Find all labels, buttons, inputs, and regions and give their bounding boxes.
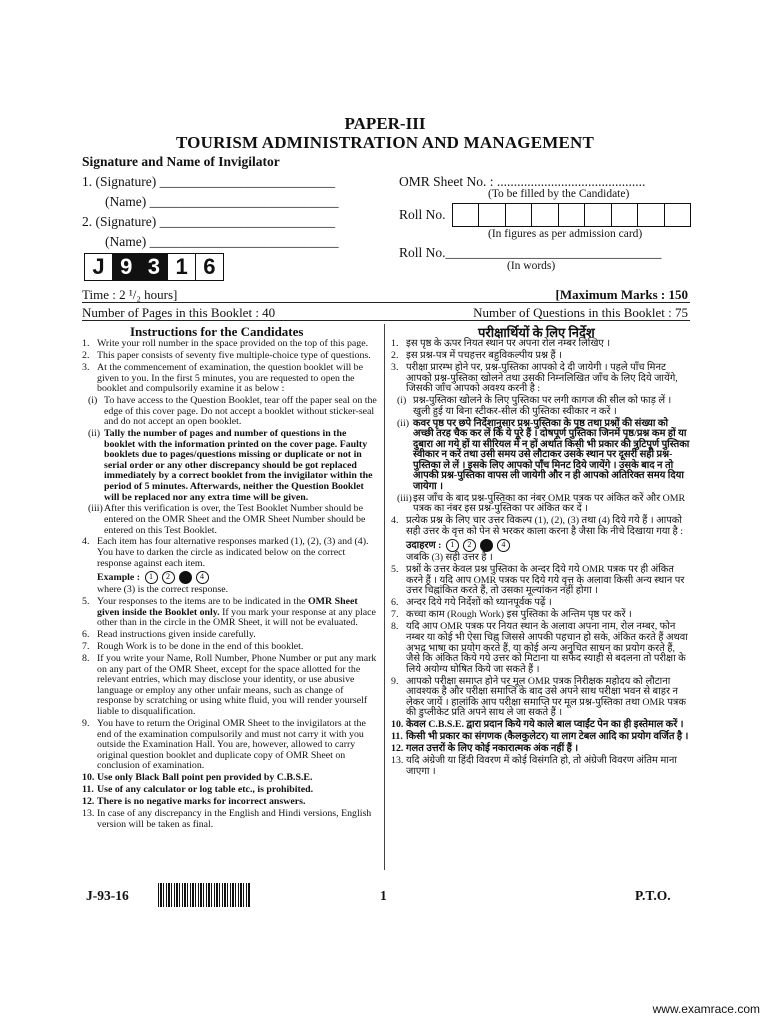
option-circle-1: 1 <box>446 539 459 552</box>
instructions-list-en <box>82 339 379 832</box>
list-item: 6. अन्दर दिये गये निर्देशों को ध्यानपूर्वक पढ़ें । <box>391 597 552 609</box>
option-circle-3-filled: 3 <box>480 539 493 552</box>
invigilator-name-2: (Name) ____________________________ <box>105 234 339 249</box>
time-label: Time : 2 ¹/₂ hours] <box>82 287 178 302</box>
example-note: where (3) is the correct response. <box>97 583 229 595</box>
list-subitem: (i) To have access to the Question Booklet, tear off the paper seal on the edge of this cover page. Do not accept a booklet without sticker-seal and do not accept an open booklet. <box>88 395 377 428</box>
code-char: 1 <box>167 253 196 281</box>
paper-title: PAPER-III <box>344 114 426 133</box>
in-words-note: (In words) <box>507 260 556 272</box>
example-row: Example : 1 2 3 4 <box>82 571 379 584</box>
list-item: 4. प्रत्येक प्रश्न के लिए चार उत्तर विकल्प (1), (2), (3) तथा (4) दिये गये हैं । आपको सही उत्तर के वृत्त को पेन से भरकर काला करना है जैसा कि नीचे दिखाया गया है : <box>391 515 683 537</box>
list-subitem: (iii) इस जाँच के बाद प्रश्न-पुस्तिका का नंबर OMR पत्रक पर अंकित करें और OMR पत्रक का नंबर इस प्रश्न-पुस्तिका पर अंकित कर दें । <box>397 492 686 515</box>
divider <box>82 320 690 321</box>
divider <box>82 302 690 303</box>
list-item: 11. किसी भी प्रकार का संगणक (कैलकुलेटर) या लाग टेबल आदि का प्रयोग वर्जित है । <box>391 731 689 743</box>
list-item: 10. Use only Black Ball point pen provided by C.B.S.E. <box>82 772 313 784</box>
example-row: उदाहरण : 1 2 3 4 <box>391 539 690 552</box>
option-circle-4: 4 <box>497 539 510 552</box>
list-item: 12. गलत उत्तरों के लिए कोई नकारात्मक अंक नहीं हैं । <box>391 743 579 755</box>
code-char: 6 <box>195 253 224 281</box>
code-char: 9 <box>112 253 141 281</box>
subject-title: TOURISM ADMINISTRATION AND MANAGEMENT <box>175 133 595 152</box>
roll-number-words: Roll No.________________________________ <box>399 245 662 260</box>
option-circle-2: 2 <box>463 539 476 552</box>
list-subitem: (ii) कवर पृष्ठ पर छपे निर्देशानुसार प्रश्न-पुस्तिका के पृष्ठ तथा प्रश्नों की संख्या को अच्छी तरह चैक कर लें कि ये पूरे हैं । दोषपूर्ण पुस्तिका जिनमें पृष्ठ/प्रश्न कम हों या दुबारा आ गये हों या सीरियल में न हों अर्थात किसी भी प्रकार की त्रुटिपूर्ण पुस्तिका स्वीकार न करें तथा उसी समय उसे लौटाकर उसके स्थान पर दूसरी सही प्रश्न-पुस्तिका ले लें । इसके लिए आपको पाँच मिनट दिये जायेंगे । उसके बाद न तो आपकी प्रश्न-पुस्तिका वापस ली जायेगी और न ही आपको अतिरिक्त समय दिया जायेगा । <box>397 417 690 493</box>
list-item: 1. इस पृष्ठ के ऊपर नियत स्थान पर अपना रोल नम्बर लिखिए । <box>391 338 611 349</box>
option-circle-4: 4 <box>196 571 209 584</box>
list-item: 4. Each item has four alternative responses marked (1), (2), (3) and (4). You have to darken the circle as indicated below on the correct response against each item. <box>82 536 369 569</box>
option-circle-1: 1 <box>145 571 158 584</box>
roll-number-boxes <box>452 203 691 227</box>
barcode <box>158 883 250 907</box>
list-item: 5. Your responses to the items are to be indicated in the OMR Sheet given inside the Booklet only. If you mark your response at any place other than in the circle in the OMR Sheet, it will not be evaluated. <box>82 595 376 629</box>
paper-code-boxes <box>84 253 223 279</box>
pages-count: Number of Pages in this Booklet : 40 <box>82 305 276 320</box>
invigilator-name-1: (Name) ____________________________ <box>105 194 339 209</box>
list-item: 5. प्रश्नों के उत्तर केवल प्रश्न पुस्तिका के अन्दर दिये गये OMR पत्रक पर ही अंकित करने हैं । यदि आप OMR पत्रक पर दिये गये वृत्त के अलावा किसी अन्य स्थान पर उत्तर चिह्नांकित करते हैं, तो उसका मूल्यांकन नहीं होगा । <box>391 564 685 597</box>
to-be-filled-note: (To be filled by the Candidate) <box>488 188 630 200</box>
column-divider <box>384 324 385 870</box>
list-item: 12. There is no negative marks for incorrect answers. <box>82 796 306 808</box>
list-item: 8. If you write your Name, Roll Number, Phone Number or put any mark on any part of the OMR Sheet, except for the space allotted for the relevant entries, which may disclose your identity, or use abusive language or employ any other unfair means, such as change of response by scratching or using white fluid, you will render yourself liable to disqualification. <box>82 653 377 718</box>
instructions-list-hi <box>391 339 690 779</box>
list-item: 7. कच्चा काम (Rough Work) इस पुस्तिका के अन्तिम पृष्ठ पर करें । <box>391 609 632 621</box>
list-subitem: (i) प्रश्न-पुस्तिका खोलने के लिए पुस्तिका पर लगी कागज की सील को फाड़ लें । खुली हुई या बिना स्टीकर-सील की पुस्तिका स्वीकार न करें । <box>397 395 672 417</box>
roll-number-label: Roll No. <box>399 207 446 222</box>
list-item: 3. परीक्षा प्रारम्भ होने पर, प्रश्न-पुस्तिका आपको दे दी जायेगी । पहले पाँच मिनट आपको प्रश्न-पुस्तिका खोलने तथा उसकी निम्नलिखित जाँच के लिए दिये जायेंगे, जिसकी जाँच आपको अवश्य करनी है : <box>391 361 678 395</box>
list-subitem: (ii) Tally the number of pages and number of questions in the booklet with the information printed on the cover page. Faulty booklets due to pages/questions missing or duplicate or not in serial order or any other discrepancy should be got replaced immediately by a correct booklet from the invigilator within the period of 5 minutes. Afterwards, neither the Question Booklet will be replaced nor any extra time will be given. <box>88 428 373 503</box>
page-number: 1 <box>380 888 387 903</box>
footer-code: J-93-16 <box>86 888 129 903</box>
list-item: 7. Rough Work is to be done in the end of this booklet. <box>82 641 304 653</box>
code-char: J <box>84 253 113 281</box>
questions-count: Number of Questions in this Booklet : 75 <box>473 305 688 320</box>
list-subitem: (iii) After this verification is over, the Test Booklet Number should be entered on the OMR Sheet and the OMR Sheet Number should be entered on this Test Booklet. <box>88 503 366 536</box>
watermark-url: www.examrace.com <box>652 1002 760 1016</box>
invigilator-heading: Signature and Name of Invigilator <box>82 154 280 169</box>
list-item: 13. यदि अंग्रेजी या हिंदी विवरण में कोई विसंगति हो, तो अंग्रेजी विवरण अंतिम माना जाएगा । <box>391 755 677 777</box>
invigilator-signature-1: 1. (Signature) __________________________ <box>82 174 336 189</box>
pto-label: P.T.O. <box>635 888 671 903</box>
code-char: 3 <box>139 253 168 281</box>
option-circle-3-filled: 3 <box>179 571 192 584</box>
list-item: 2. इस प्रश्न-पत्र में पचहत्तर बहुविकल्पीय प्रश्न हैं । <box>391 349 562 361</box>
list-item: 8. यदि आप OMR पत्रक पर नियत स्थान के अलावा अपना नाम, रोल नम्बर, फोन नम्बर या कोई भी ऐसा चिह्न जिससे आपकी पहचान हो सके, अंकित करते हैं अथवा अभद्र भाषा का प्रयोग करते हैं, या कोई अन्य अनुचित साधन का प्रयोग करते हैं, जैसे कि अंकित किये गये उत्तर को मिटाना या सफेद स्याही से बदलना तो परीक्षा के लिये अयोग्य घोषित किये जा सकते हैं । <box>391 621 688 675</box>
list-item: 10. केवल C.B.S.E. द्वारा प्रदान किये गये काले बाल प्वाईंट पेन का ही इस्तेमाल करें । <box>391 719 684 731</box>
option-circle-2: 2 <box>162 571 175 584</box>
invigilator-signature-2: 2. (Signature) __________________________ <box>82 214 336 229</box>
in-figures-note: (In figures as per admission card) <box>488 228 643 240</box>
example-note: जबकि (3) सही उत्तर है । <box>406 552 493 564</box>
omr-sheet-number: OMR Sheet No. : ............................................ <box>399 174 646 189</box>
list-item: 13. In case of any discrepancy in the English and Hindi versions, English version will be taken as final. <box>82 808 372 830</box>
list-item: 9. You have to return the Original OMR Sheet to the invigilators at the end of the examination compulsorily and must not carry it with you outside the Examination Hall. You are, however, allowed to carry original question booklet and duplicate copy of OMR Sheet on conclusion of examination. <box>82 718 366 772</box>
max-marks-label: [Maximum Marks : 150 <box>555 287 688 302</box>
list-item: 11. Use of any calculator or log table etc., is prohibited. <box>82 784 314 796</box>
list-item: 6. Read instructions given inside carefully. <box>82 629 256 641</box>
list-item: 3. At the commencement of examination, the question booklet will be given to you. In the first 5 minutes, you are requested to open the booklet and compulsorily examine it as below : <box>82 361 364 395</box>
list-item: 9. आपको परीक्षा समाप्त होने पर मूल OMR पत्रक निरीक्षक महोदय को लौटाना आवश्यक है और परीक्षा समाप्ति के बाद उसे अपने साथ परीक्षा भवन से बाहर न लेकर जायें । हालांकि आप परीक्षा समाप्ति पर मूल प्रश्न-पुस्तिका तथा OMR पत्रक की डुप्लीकेट प्रति अपने साथ ले जा सकते हैं । <box>391 675 686 719</box>
instructions-heading-en: Instructions for the Candidates <box>130 324 304 339</box>
instructions-heading-hi: परीक्षार्थियों के लिए निर्देश <box>478 325 595 340</box>
list-item: 2. This paper consists of seventy five multiple-choice type of questions. <box>82 349 371 361</box>
list-item: 1. Write your roll number in the space provided on the top of this page. <box>82 338 369 349</box>
